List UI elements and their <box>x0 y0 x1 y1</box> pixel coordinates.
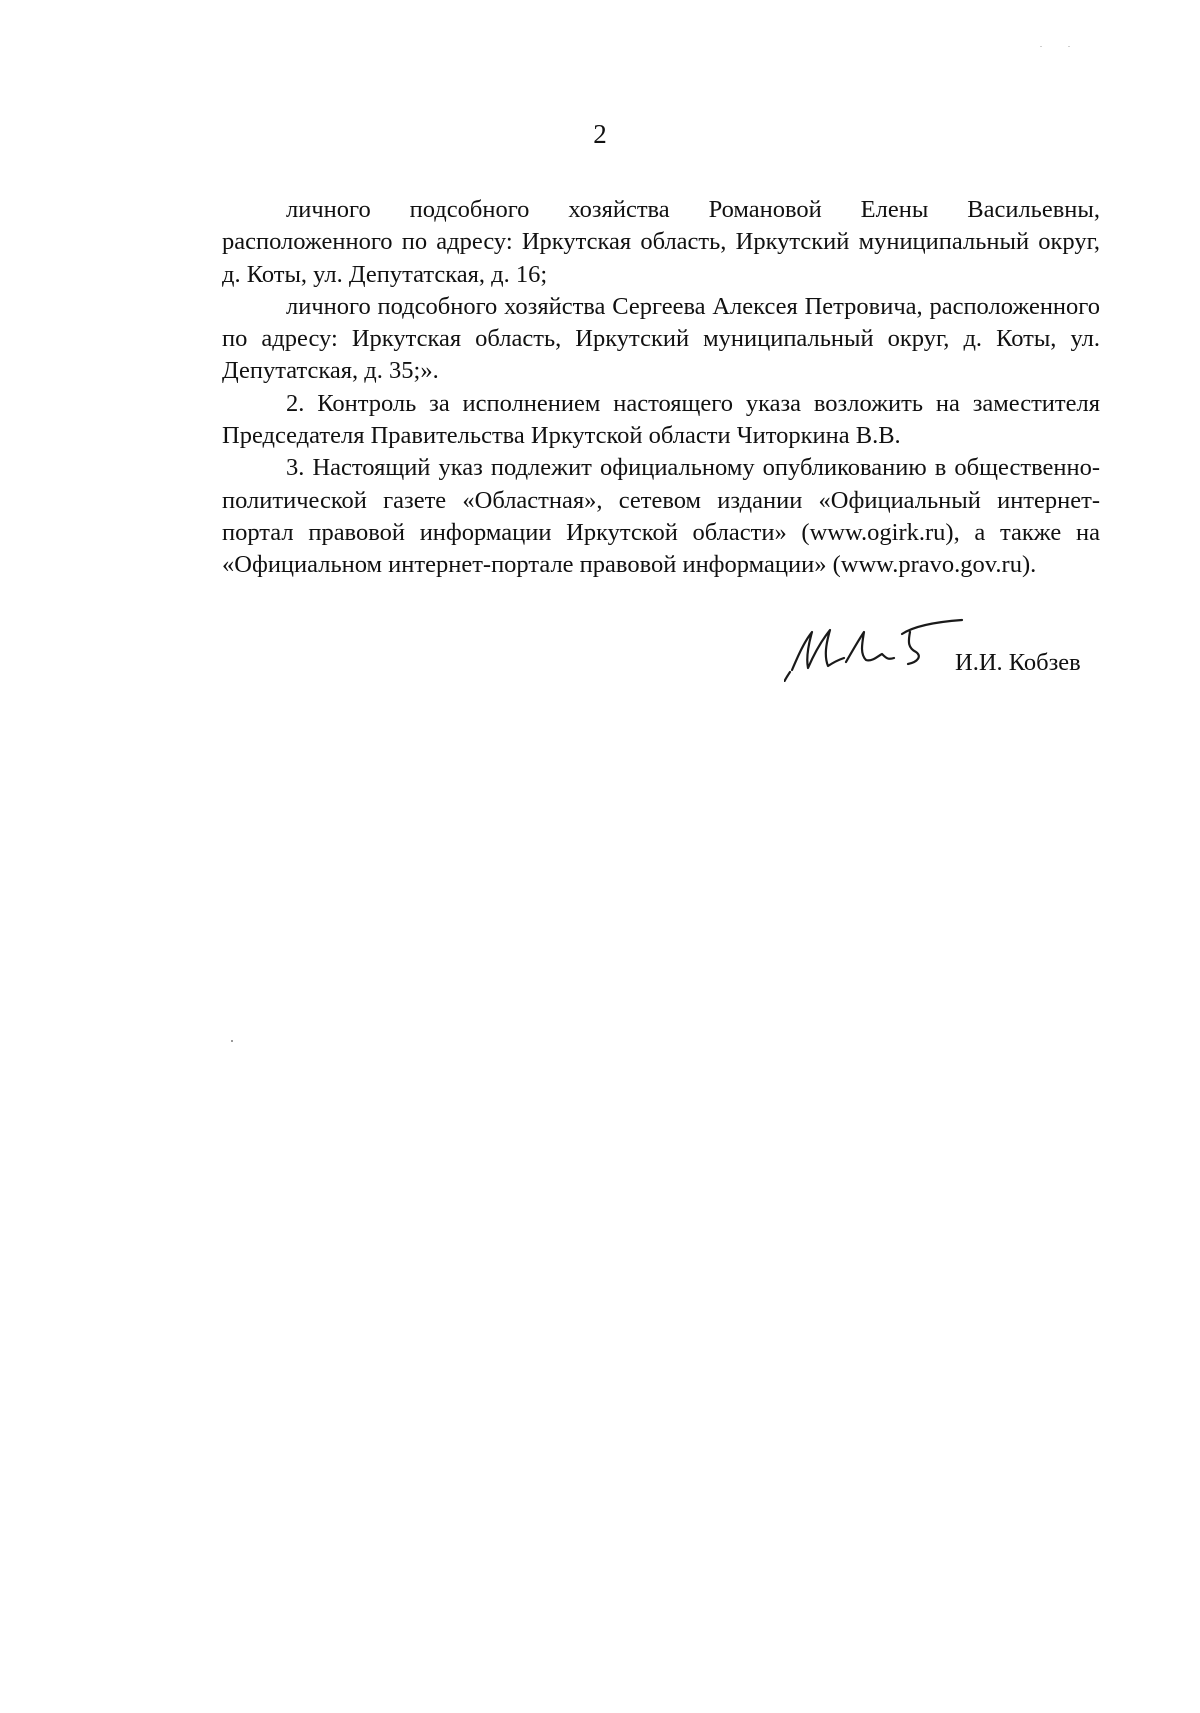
handwritten-signature-icon <box>784 612 984 682</box>
paragraph-romanova-farm: личного подсобного хозяйства Романовой Елены Васильевны, расположенного по адресу: Иркутская область, Иркутский муниципальный округ, д. Коты, ул. Депутатская, д. 16; <box>222 196 1100 288</box>
page-number: 2 <box>593 119 607 149</box>
scan-speck <box>231 1040 233 1042</box>
scan-speck <box>1040 46 1042 47</box>
paragraph-publication-clause: 3. Настоящий указ подлежит официальному опубликованию в общественно-политической газете «Областная», сетевом издании «Официальный интернет-портал правовой информации Иркутской области» (www.ogirk.ru), а также на «Официальном интернет-портале правовой информации» (www.pravo.gov.ru). <box>222 454 1100 579</box>
paragraph-control-clause: 2. Контроль за исполнением настоящего указа возложить на заместителя Председателя Правительства Иркутской области Читоркина В.В. <box>222 389 1100 450</box>
signature-block <box>780 612 1110 702</box>
scan-speck <box>1068 46 1070 47</box>
paragraph-sergeev-farm: личного подсобного хозяйства Сергеева Алексея Петровича, расположенного по адресу: Иркутская область, Иркутский муниципальный округ, д. Коты, ул. Депутатская, д. 35;». <box>222 292 1100 385</box>
document-body <box>222 194 1100 582</box>
signer-name: И.И. Кобзев <box>955 649 1081 676</box>
